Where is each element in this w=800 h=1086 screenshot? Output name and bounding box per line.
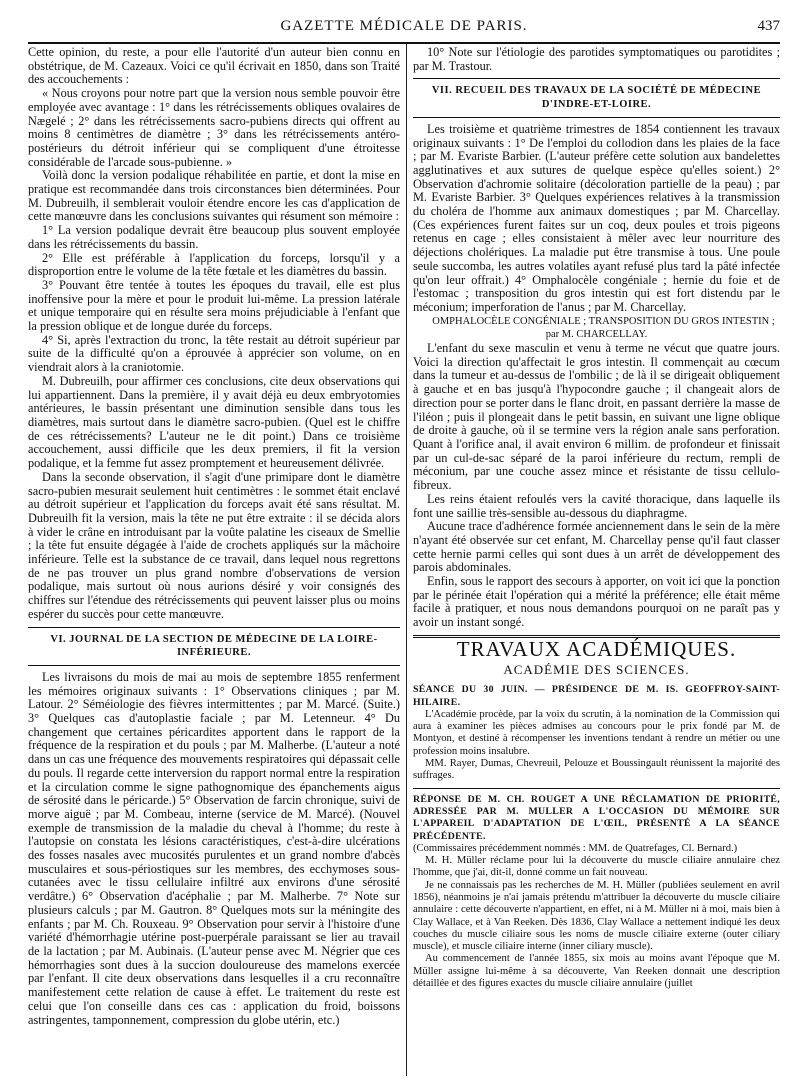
paragraph: Voilà donc la version podalique réhabilitée en partie, et dont la mise en pratique est recommandée dans trois circonstances bien déterminées. Pour M. Dubreuilh, il semblerait vouloir étendre encore les cas d'application de cette manœuvre dans les conclusions suivantes qui résument son mémoire : <box>28 168 400 224</box>
paragraph: 4° Si, après l'extraction du tronc, la tête restait au détroit supérieur par suite de la difficulté qu'on a éprouvée à apprécier son volume, on en viendrait alors à la craniotomie. <box>28 332 400 375</box>
section-heading: VII. RECUEIL DES TRAVAUX DE LA SOCIÉTÉ DE MÉDECINE D'INDRE-ET-LOIRE. <box>431 85 762 111</box>
column-separator <box>406 44 407 1076</box>
paragraph: 1° La version podalique devrait être beaucoup plus souvent employée dans les rétrécissements du bassin. <box>28 223 400 251</box>
header-rule <box>28 42 780 44</box>
section-title: TRAVAUX ACADÉMIQUES. <box>456 636 737 661</box>
paragraph: Enfin, sous le rapport des secours à apporter, on voit ici que la ponction par le périnée était l'opération qui a mérité la préférence; elle était même facile à pratiquer, et nous nous demandons pourquoi on ne paraît pas y avoir un instant songé. <box>413 574 780 630</box>
paragraph: (Commissaires précédemment nommés : MM. de Quatrefages, Cl. Bernard.) <box>413 842 738 854</box>
section-rule <box>28 627 400 628</box>
paragraph: Les troisième et quatrième trimestres de 1854 contiennent les travaux originaux suivants : 1° De l'emploi du collodion dans les plaies de la face ; par M. Evariste Barbier. (L'auteur préfère cette solution aux bandelettes agglutinatives et aux sutures de quelque espèce qu'elles soient.) 2° Observation d'achromie solitaire (décoloration partielle de la peau) ; par M. Evariste Barbier. 3° Quelques expériences relatives à la transmission du choléra de l'homme aux animaux domestiques ; par M. Charcellay. (Ces expériences furent faites sur un coq, deux poules et trois pigeons retenus en cage ; elles consistaient à mêler avec leur nourriture des déjections cholériques. La maladie put être transmise à tous. Une poule seule succomba, les autres volatiles ayant refusé plus tard la pâté infectée qu'on leur offrait.) 4° Omphalocèle congéniale ; hernie du foie et de l'estomac ; transposition du gros intestin qui est fort distendu par le méconium; imperforation de l'anus ; par M. Charcellay. <box>413 121 780 314</box>
article-heading: RÉPONSE DE M. CH. ROUGET A UNE RÉCLAMATION DE PRIORITÉ, ADRESSÉE PAR M. MULLER A L'OCCASION DU MÉMOIRE SUR L'APPAREIL D'ADAPTATION DE L'ŒIL, PRÉSENTÉ A LA SÉANCE PRÉCÉDENTE. <box>413 793 780 842</box>
section-rule <box>413 78 780 79</box>
journal-title: GAZETTE MÉDICALE DE PARIS. <box>280 18 528 34</box>
section-rule <box>28 665 400 666</box>
paragraph: Au commencement de l'année 1855, six mois au moins avant l'époque que M. Müller assigne lui-même à sa découverte, Van Reeken donnait une description détaillée et des figures exactes du muscle ciliaire annulaire (juillet <box>413 953 780 990</box>
paragraph: Les reins étaient refoulés vers la cavité thoracique, dans laquelle ils font une saillie très-sensible au-dessous du diaphragme. <box>413 491 780 520</box>
right-column <box>413 46 780 990</box>
paragraph: Cette opinion, du reste, a pour elle l'autorité d'un auteur bien connu en obstétrique, de M. Cazeaux. Voici ce qu'il écrivait en 1850, dans son Traité des accouchements : <box>28 45 400 87</box>
academy-title: ACADÉMIE DES SCIENCES. <box>503 661 690 677</box>
paragraph: Les livraisons du mois de mai au mois de septembre 1855 renferment les mémoires originaux suivants : 1° Observations cliniques ; par M. Latour. 2° Séméiologie des fièvres intermittentes ; par M. Marcé. (Suite.) 3° Quelques cas d'autoplastie faciale ; par M. Letenneur. 4° Du changement que certaines péricardites apportent dans le rapport de la fréquence de la respiration et du pouls ; par M. Malherbe. (L'auteur a noté dans un cas une fréquence des mouvements respiratoires qui dépassait celle du pouls. Il regarde cette interversion du rapport normal entre la respiration et la circulation comme le signe pathognomique des épanchements aigus de sérosité dans le péricarde.) 5° Observation de farcin chronique, suivi de morve aiguë ; par M. Combeau, interne (service de M. Marcé). (Nouvel exemple de transmission de la maladie du cheval à l'homme; du reste à l'autopsie on constata les lésions caractéristiques, c'est-à-dire ulcérations des fosses nasales avec mucosités purulentes et un grand nombre d'abcès musculaires et sous-périostiques sur les membres, des ecchymoses sous-cutanées avec le tissu cellulaire infiltré aux environs d'une sérosité verdâtre.) 6° Observation d'acéphalie ; par M. Malherbe. 7° Note sur plusieurs calculs ; par M. Gautron. 8° Quelques mots sur la méningite des enfants ; par M. Ch. Rouxeau. 9° Observation pour servir à l'histoire d'une variété d'hémorrhagie utérine post-puerpérale paraissant se lier au travail de la lactation ; par M. Aubinais. (L'auteur pense avec M. Négrier que ces hémorrhagies sont dues à la succion douloureuse des mamelons exercée par l'enfant. Il cite deux observations dans lesquelles il a cru reconnaître manifestement cette relation de cause à effet. Le traitement du reste est celui que l'on conseille dans ces cas : application du froid, boissons astringentes, tamponnement, compression du globe utérin, etc.) <box>28 669 400 1027</box>
paragraph: L'Académie procède, par la voix du scrutin, à la nomination de la Commission qui aura à examiner les pièces admises au concours pour le prix fondé par M. de Montyon, et destiné à récompenser les inventions tendant à rendre un métier ou une profession moins insalubre. <box>413 708 780 757</box>
paragraph: 2° Elle est préférable à l'application du forceps, lorsqu'il y a disproportion entre le volume de la tête fœtale et les diamètres du bassin. <box>28 250 400 279</box>
paragraph: M. H. Müller réclame pour lui la découverte du muscle ciliaire annulaire chez l'homme, que j'ai, dit-il, donné comme un fait nouveau. <box>413 855 780 879</box>
paragraph: « Nous croyons pour notre part que la version nous semble pouvoir être employée avec avantage : 1° dans les rétrécissements obliques ovalaires de Nægelé ; 2° dans les rétrécissements sacro-pubiens directs qui offrent au moins 8 centimètres de diamètre ; 3° dans les rétrécissements antéro-postérieurs du détroit inférieur qui se compliquent d'une étroitesse considérable de l'arcade sous-pubienne. » <box>28 86 400 169</box>
section-rule <box>413 117 780 118</box>
paragraph: 3° Pouvant être tentée à toutes les époques du travail, elle est plus inoffensive pour la mère et pour le produit lui-même. La pression latérale et unique temporaire qui en résulte sera moins préjudiciable à l'enfant que la pression oblique et de longue durée du forceps. <box>28 277 400 334</box>
paragraph: Je ne connaissais pas les recherches de M. H. Müller (publiées seulement en avril 1856), néanmoins je n'ai jamais prétendu m'attribuer la découverte du muscle ciliaire annulaire : cette découverte n'appartient, en effet, ni à M. Müller ni à moi, mais bien à Clay Wallace, et à Van Reeken. Dès 1836, Clay Wallace a nettement indiqué les deux couches du muscle ciliaire sous les noms de muscle ciliaire externe (outer ciliary muscle), et muscle ciliaire interne (inner ciliary muscle). <box>413 879 780 953</box>
paragraph: L'enfant du sexe masculin et venu à terme ne vécut que quatre jours. Voici la direction qu'affectait le gros intestin. Il commençait au cœcum dans la tumeur et au-dessus de l'ombilic ; de là il se dirigeait obliquement à gauche et en bas jusqu'à l'hypocondre gauche ; il changeait alors de direction pour se porter dans le flanc droit, en passant derrière la masse de l'iléon ; puis il plongeait dans le petit bassin, en suivant une ligne oblique de droite à gauche, où il se termine vers la région anale sans perforation. Quant à l'orifice anal, il avait environ 6 millim. de profondeur et finissait par un cul-de-sac séparé de la paroi inférieure du rectum, rempli de méconium, par une couche assez mince et résistante de tissu cellulo-fibreux. <box>413 341 780 493</box>
page-header <box>28 18 780 40</box>
session-heading: SÉANCE DU 30 JUIN. — PRÉSIDENCE DE M. IS. GEOFFROY-SAINT-HILAIRE. <box>413 684 780 708</box>
paragraph: Dans la seconde observation, il s'agit d'une primipare dont le diamètre sacro-pubien mesurait seulement huit centimètres : le sommet était enclavé au détroit supérieur et l'application du forceps avait été sans résultat. M. Dubreuilh fit la version, mais la tête ne put être extraite : il se décida alors à vider le crâne en introduisant par la voûte palatine les ciseaux de Smellie ; la tête fut ensuite dégagée à l'aide de crochets appliqués sur la mâchoire inférieure. Telle est la substance de ce travail, dans lequel nous regrettons de ne pas trouver un plus grand nombre d'observations de version podalique, mais surtout où nous aurions désiré y voir consignés des chiffres sur l'étendue des rétrécissements qui peuvent laisser plus ou moins espérer du succès pour cette manœuvre. <box>28 469 400 621</box>
paragraph: M. Dubreuilh, pour affirmer ces conclusions, cite deux observations qui lui appartiennent. Dans la première, il y avait déjà eu deux embryotomies antérieures, le bassin présentant une diminution sensible dans tous les diamètres, mais surtout dans le diamètre sacro-pubien. (Quel est le chiffre de ces rétrécissements? L'auteur ne le dit point.) Dans ce troisième accouchement, aussi difficile que les deux premiers, il fit la version podalique, et la femme fut assez promptement et heureusement délivrée. <box>28 373 400 471</box>
paragraph: 10° Note sur l'étiologie des parotides symptomatiques ou parotidites ; par M. Trastour. <box>413 45 780 73</box>
page-number: 437 <box>757 18 780 34</box>
section-heading: VI. JOURNAL DE LA SECTION DE MÉDECINE DE LA LOIRE-INFÉRIEURE. <box>50 633 378 659</box>
left-column <box>28 46 400 1027</box>
section-rule <box>413 788 780 789</box>
subsection-heading: OMPHALOCÈLE CONGÉNIALE ; TRANSPOSITION DU GROS INTESTIN ; par M. CHARCELLAY. <box>432 315 775 341</box>
paragraph: Aucune trace d'adhérence formée anciennement dans le sein de la mère n'ayant été observée sur cet enfant, M. Charcellay pense qu'il faut classer cette hernie parmi celles qui sont dues à un arrêt de développement des parois abdominales. <box>413 519 780 575</box>
academy-report <box>413 684 780 990</box>
paragraph: MM. Rayer, Dumas, Chevreuil, Pelouze et Boussingault réunissent la majorité des suffrages. <box>413 758 780 782</box>
